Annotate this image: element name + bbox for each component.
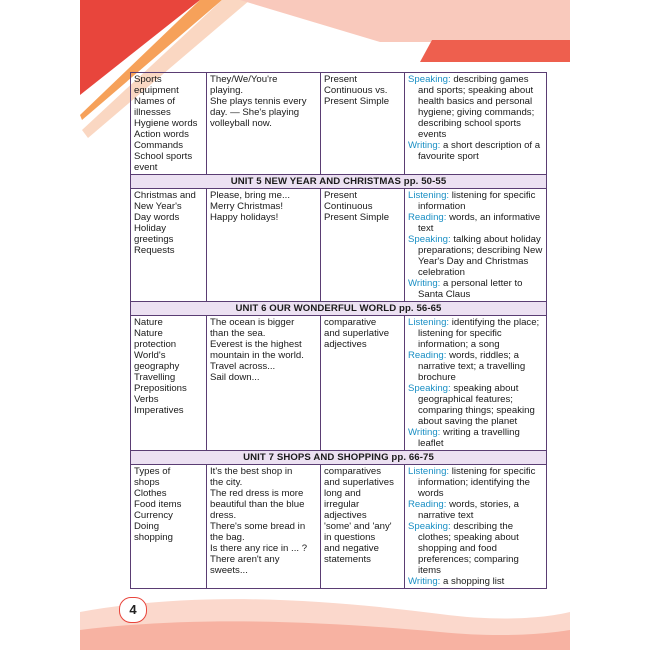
skill-label: Writing: bbox=[408, 140, 441, 151]
skill-entry bbox=[408, 521, 543, 576]
skill-text: words, riddles; a narrative text; a travelling brochure bbox=[418, 350, 526, 383]
skill-entry bbox=[408, 466, 543, 499]
skill-entry bbox=[408, 74, 543, 140]
structures-text: The ocean is bigger than the sea. Everest is the highest mountain in the world. Travel across... Sail down... bbox=[210, 317, 304, 383]
skill-label: Speaking: bbox=[408, 74, 451, 85]
table-row bbox=[131, 189, 547, 302]
table-row bbox=[131, 316, 547, 451]
structures-cell bbox=[207, 73, 321, 175]
skill-text: talking about holiday preparations; describing New Year's Day and Christmas celebration bbox=[418, 234, 543, 278]
vocab-text: Sports equipment Names of illnesses Hygiene words Action words Commands School sports event bbox=[134, 74, 198, 173]
skills-cell bbox=[405, 189, 547, 302]
skill-text: listening for specific information; identifying the words bbox=[418, 466, 536, 499]
structures-cell bbox=[207, 465, 321, 589]
unit-header-row bbox=[131, 302, 547, 316]
top-red-tab bbox=[420, 40, 570, 62]
grammar-text: Present Continuous vs. Present Simple bbox=[324, 74, 390, 107]
syllabus-table bbox=[130, 72, 547, 589]
structures-text: They/We/You're playing. She plays tennis every day. — She's playing volleyball now. bbox=[210, 74, 307, 129]
skill-text: describing games and sports; speaking about health basics and personal hygiene; giving commands; describing school sports events bbox=[418, 74, 535, 140]
skill-text: writing a travelling leaflet bbox=[418, 427, 520, 449]
skill-text: a shopping list bbox=[443, 576, 505, 587]
skills-cell bbox=[405, 316, 547, 451]
grammar-text: comparative and superlative adjectives bbox=[324, 317, 390, 350]
unit-title: UNIT 7 SHOPS AND SHOPPING pp. 66-75 bbox=[131, 451, 547, 465]
vocab-cell bbox=[131, 189, 207, 302]
skill-text: words, stories, a narrative text bbox=[418, 499, 519, 521]
vocab-cell bbox=[131, 316, 207, 451]
skill-label: Speaking: bbox=[408, 383, 451, 394]
structures-cell bbox=[207, 189, 321, 302]
skill-entry bbox=[408, 278, 543, 300]
skill-text: words, an informative text bbox=[418, 212, 541, 234]
skill-entry bbox=[408, 234, 543, 278]
vocab-text: Types of shops Clothes Food items Currency Doing shopping bbox=[134, 466, 182, 543]
table-row bbox=[131, 73, 547, 175]
skill-label: Speaking: bbox=[408, 521, 451, 532]
skill-text: a short description of a favourite sport bbox=[418, 140, 541, 162]
skill-text: listening for specific information bbox=[418, 190, 536, 212]
skill-label: Speaking: bbox=[408, 234, 451, 245]
table-row bbox=[131, 465, 547, 589]
vocab-text: Christmas and New Year's Day words Holiday greetings Requests bbox=[134, 190, 196, 256]
grammar-cell bbox=[321, 465, 405, 589]
skill-entry bbox=[408, 350, 543, 383]
skills-cell bbox=[405, 465, 547, 589]
unit-title: UNIT 6 OUR WONDERFUL WORLD pp. 56-65 bbox=[131, 302, 547, 316]
structures-text: Please, bring me... Merry Christmas! Happy holidays! bbox=[210, 190, 290, 223]
skills-cell bbox=[405, 73, 547, 175]
skill-text: speaking about geographical features; comparing things; speaking about saving the planet bbox=[418, 383, 535, 427]
unit-header-row bbox=[131, 451, 547, 465]
skill-entry bbox=[408, 576, 543, 587]
skill-text: describing the clothes; speaking about shopping and food preferences; comparing items bbox=[418, 521, 519, 576]
vocab-cell bbox=[131, 73, 207, 175]
unit-header-row bbox=[131, 175, 547, 189]
structures-text: It's the best shop in the city. The red dress is more beautiful than the blue dress. There's some bread in the bag. Is there any rice in ... ? There aren't any sweets... bbox=[210, 466, 308, 576]
unit-title: UNIT 5 NEW YEAR AND CHRISTMAS pp. 50-55 bbox=[131, 175, 547, 189]
skill-label: Listening: bbox=[408, 466, 450, 477]
skill-entry bbox=[408, 317, 543, 350]
skill-entry bbox=[408, 499, 543, 521]
grammar-cell bbox=[321, 189, 405, 302]
skill-label: Writing: bbox=[408, 576, 441, 587]
skill-text: identifying the place; listening for specific information; a song bbox=[418, 317, 540, 350]
grammar-text: Present Continuous Present Simple bbox=[324, 190, 390, 223]
skill-label: Writing: bbox=[408, 427, 441, 438]
skill-label: Reading: bbox=[408, 212, 447, 223]
skill-label: Writing: bbox=[408, 278, 441, 289]
top-pink-band bbox=[240, 0, 570, 42]
grammar-cell bbox=[321, 73, 405, 175]
skill-label: Reading: bbox=[408, 499, 447, 510]
skill-text: a personal letter to Santa Claus bbox=[418, 278, 523, 300]
vocab-cell bbox=[131, 465, 207, 589]
skill-entry bbox=[408, 383, 543, 427]
skill-label: Reading: bbox=[408, 350, 447, 361]
syllabus-body bbox=[131, 73, 547, 589]
skill-entry bbox=[408, 140, 543, 162]
skill-entry bbox=[408, 212, 543, 234]
skill-label: Listening: bbox=[408, 317, 450, 328]
skill-label: Listening: bbox=[408, 190, 450, 201]
page-number: 4 bbox=[119, 597, 147, 623]
grammar-text: comparatives and superlatives long and irregular adjectives 'some' and 'any' in questions and negative statements bbox=[324, 466, 394, 565]
structures-cell bbox=[207, 316, 321, 451]
vocab-text: Nature Nature protection World's geography Travelling Prepositions Verbs Imperatives bbox=[134, 317, 187, 416]
skill-entry bbox=[408, 427, 543, 449]
grammar-cell bbox=[321, 316, 405, 451]
skill-entry bbox=[408, 190, 543, 212]
